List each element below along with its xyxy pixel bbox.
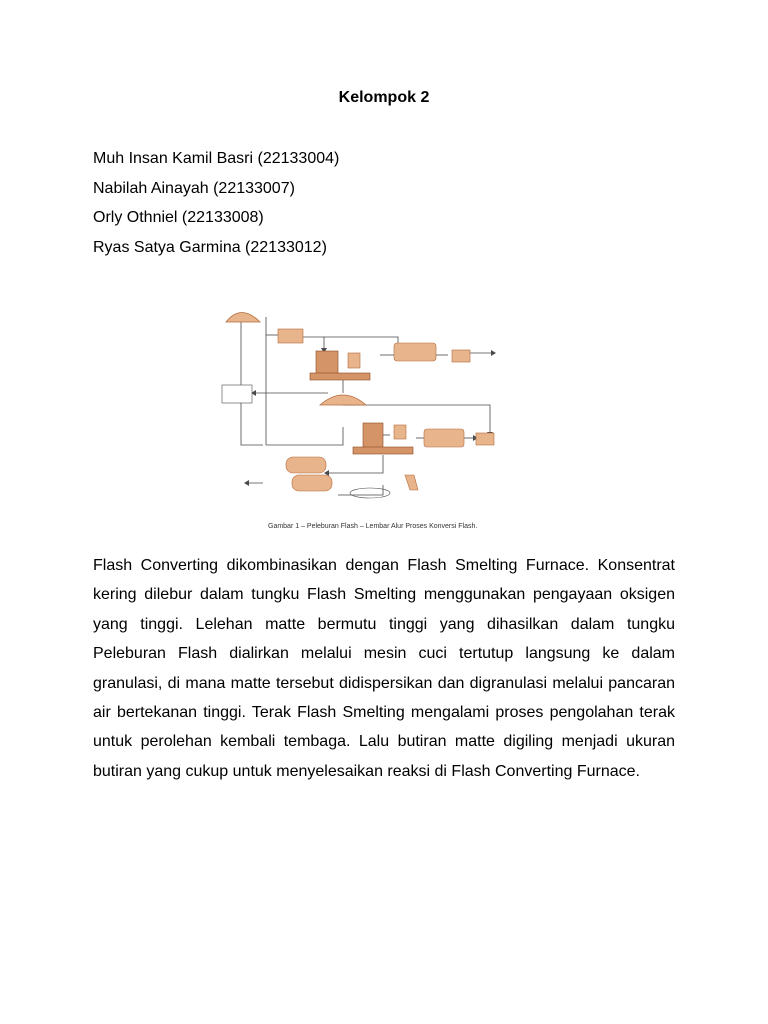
member-item: Nabilah Ainayah (22133007) xyxy=(93,179,295,197)
member-item: Ryas Satya Garmina (22133012) xyxy=(93,238,327,256)
member-item: Orly Othniel (22133008) xyxy=(93,209,264,226)
body-paragraph: Flash Converting dikombinasikan dengan Flash Smelting Furnace. Konsentrat kering dilebur dalam tungku Flash Smelting menggunakan pengayaan oksigen yang tinggi. Lelehan matte bermutu tinggi yang dihasilkan dalam tungku Peleburan Flash dialirkan melalui mesin cuci tertutup langsung ke dalam granulasi, di mana matte tersebut didispersikan dan digranulasi melalui pancaran air bertekanan tinggi. Terak Flash Smelting mengalami proses pengolahan terak untuk perolehan kembali tembaga. Lalu butiran matte digiling menjadi ukuran butiran yang cukup untuk menyelesaikan reaksi di Flash Converting Furnace. xyxy=(93,557,675,780)
figure-caption: Gambar 1 – Peleburan Flash – Lembar Alur Proses Konversi Flash. xyxy=(268,523,478,530)
flash-process-diagram xyxy=(208,295,546,543)
process-flow-figure xyxy=(208,295,546,543)
member-item: Muh Insan Kamil Basri (22133004) xyxy=(93,150,340,167)
member-list xyxy=(93,144,339,262)
document-title: Kelompok 2 xyxy=(338,89,430,106)
